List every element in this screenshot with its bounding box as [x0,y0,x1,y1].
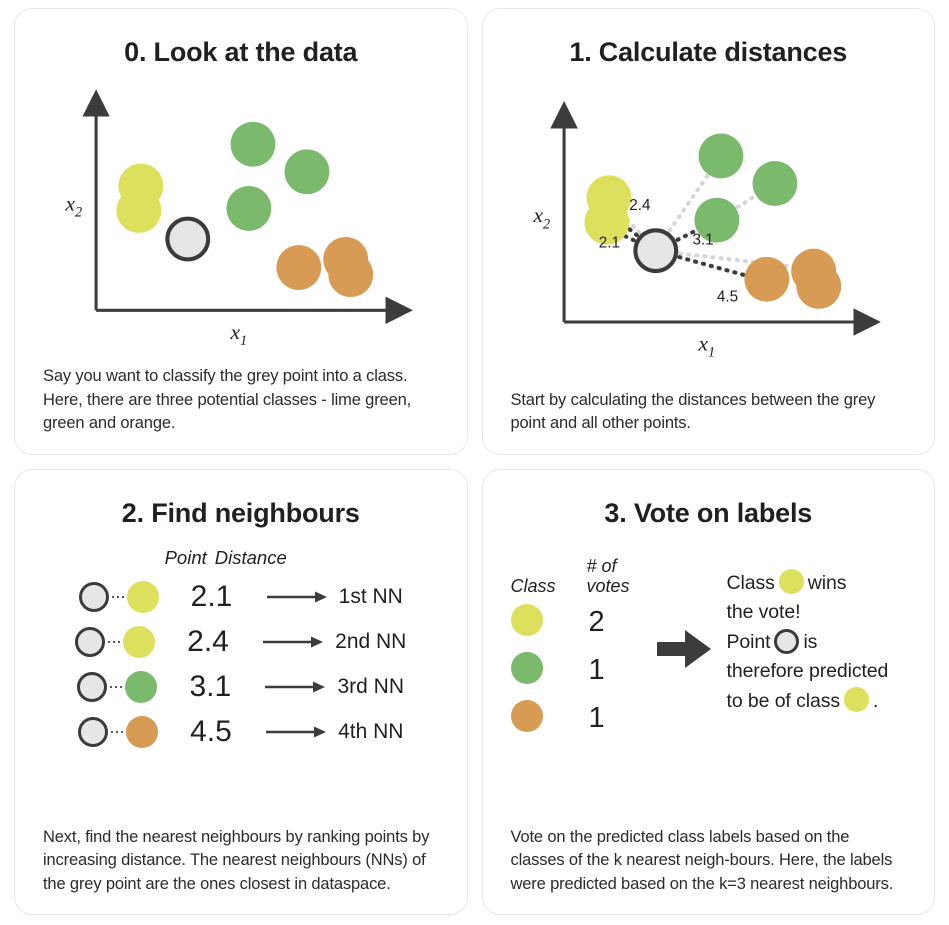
conclusion-is-word: is [803,630,818,653]
y-axis-label: $x_2$ [533,203,550,233]
conclusion-line-3 [727,628,913,658]
x-axis-label: $x_1$ [698,331,715,361]
vote-table [505,543,655,743]
header-distance: Distance [214,546,287,568]
vote-row [511,599,655,647]
class-dot-orange [126,716,158,748]
neighbour-row [78,710,403,755]
query-point-grey-icon [78,717,108,747]
dotted-connector-icon [106,640,122,644]
data-point-orange [276,245,321,290]
neighbour-rank: 1st NN [338,585,403,608]
header-point: Point [164,546,207,568]
panel-title: 3. Vote on labels [604,497,813,528]
neighbour-row [79,575,403,620]
data-point-green [698,134,743,179]
point-pair [75,626,179,658]
dotted-connector-icon [108,685,124,689]
vote-figure [505,533,913,826]
panel-title: 1. Calculate distances [569,37,848,67]
conclusion-wins-word: wins [807,571,847,594]
panel-caption: Start by calculating the distances between the grey point and all other points. [510,390,876,433]
conclusion-period: . [873,690,879,712]
bold-arrow-right-icon [655,543,713,676]
class-swatch-lime [511,604,575,641]
neighbour-table-header [129,547,365,569]
data-point-orange [796,264,841,309]
query-point-grey-icon [77,672,107,702]
x-axis-label: $x_1$ [230,319,248,349]
neighbour-rank: 4th NN [338,720,404,743]
neighbour-list-figure [37,533,445,826]
conclusion-line-5 [727,687,913,717]
conclusion-line-1 [727,569,913,599]
query-point-grey-icon [79,582,109,612]
data-point-green [231,122,276,167]
data-point-green [285,149,330,194]
class-dot-lime [127,581,159,613]
y-axis-label: $x_2$ [65,191,83,221]
query-point-grey-icon [75,627,105,657]
neighbour-rank: 2nd NN [335,630,407,653]
scatter-svg [37,72,445,365]
data-point-green [226,186,271,231]
scatter-svg [505,72,913,389]
header-votes [575,556,645,596]
distance-label-3-1: 3.1 [691,231,714,249]
distance-label-4-5: 4.5 [716,288,738,306]
panel-vote-on-labels [482,469,936,916]
data-point-lime [116,188,161,233]
neighbour-row [77,665,404,710]
panel-caption: Say you want to classify the grey point into a class. Here, there are three potential classes - lime green, green and orange. [43,367,412,433]
data-point-orange [744,257,789,302]
arrow-right-icon [266,725,328,739]
vote-row [511,695,655,743]
dotted-connector-icon [109,730,125,734]
class-swatch-green [511,652,575,689]
point-pair [77,671,181,703]
class-dot-lime-inline [844,687,869,712]
conclusion-class-word: Class [726,571,775,594]
neighbour-distance: 3.1 [189,670,232,703]
distance-label-2-1: 2.1 [598,234,620,252]
header-class: Class [510,575,556,596]
point-pair [79,581,183,613]
neighbour-rank: 3rd NN [337,675,405,698]
distance-label-2-4: 2.4 [628,196,651,214]
panel-caption: Vote on the predicted class labels based on the classes of the k nearest neigh-bours. Here, the labels were predicted based on the k=3 nearest neighbours. [510,827,894,893]
distance-line-light [655,251,813,269]
vote-table-header [511,543,655,597]
arrow-right-icon [263,635,325,649]
neighbour-distance: 4.5 [190,715,232,748]
point-pair [78,716,182,748]
conclusion-class-of-word: to be of class [726,690,840,712]
vote-count: 2 [588,606,605,638]
panel-look-at-the-data [14,8,468,455]
vote-count: 1 [588,654,605,686]
dotted-connector-icon [110,595,126,599]
query-point-grey [635,230,676,271]
panel-title: 0. Look at the data [124,37,358,67]
neighbour-distance: 2.4 [187,625,229,658]
vote-row [511,647,655,695]
panel-title: 2. Find neighbours [121,497,360,528]
neighbour-row [75,620,406,665]
class-swatch-orange [511,700,575,737]
header-votes-line1: # of [586,556,617,577]
panel-caption: Next, find the nearest neighbours by ranking points by increasing distance. The nearest neighbours (NNs) of the grey point are the ones closest in dataspace. [43,827,430,893]
data-point-green [752,161,797,206]
scatter-plot-basic [37,72,445,365]
panel-calculate-distances [482,8,936,455]
arrow-right-icon [267,590,329,604]
conclusion-line-4: therefore predicted [726,660,889,683]
query-point-grey-inline [774,629,799,654]
header-votes-line2: votes [586,576,630,597]
query-point-grey [167,219,208,260]
neighbour-distance: 2.1 [190,580,233,613]
class-dot-lime [123,626,155,658]
conclusion-line-2: the vote! [726,601,801,624]
data-point-orange [328,252,373,297]
vote-conclusion [713,543,913,717]
scatter-plot-distances [505,72,913,389]
conclusion-point-word: Point [726,630,771,653]
vote-count: 1 [588,702,605,734]
class-dot-green [125,671,157,703]
class-dot-lime-inline [779,569,804,594]
arrow-right-icon [265,680,327,694]
panel-find-neighbours [14,469,468,916]
